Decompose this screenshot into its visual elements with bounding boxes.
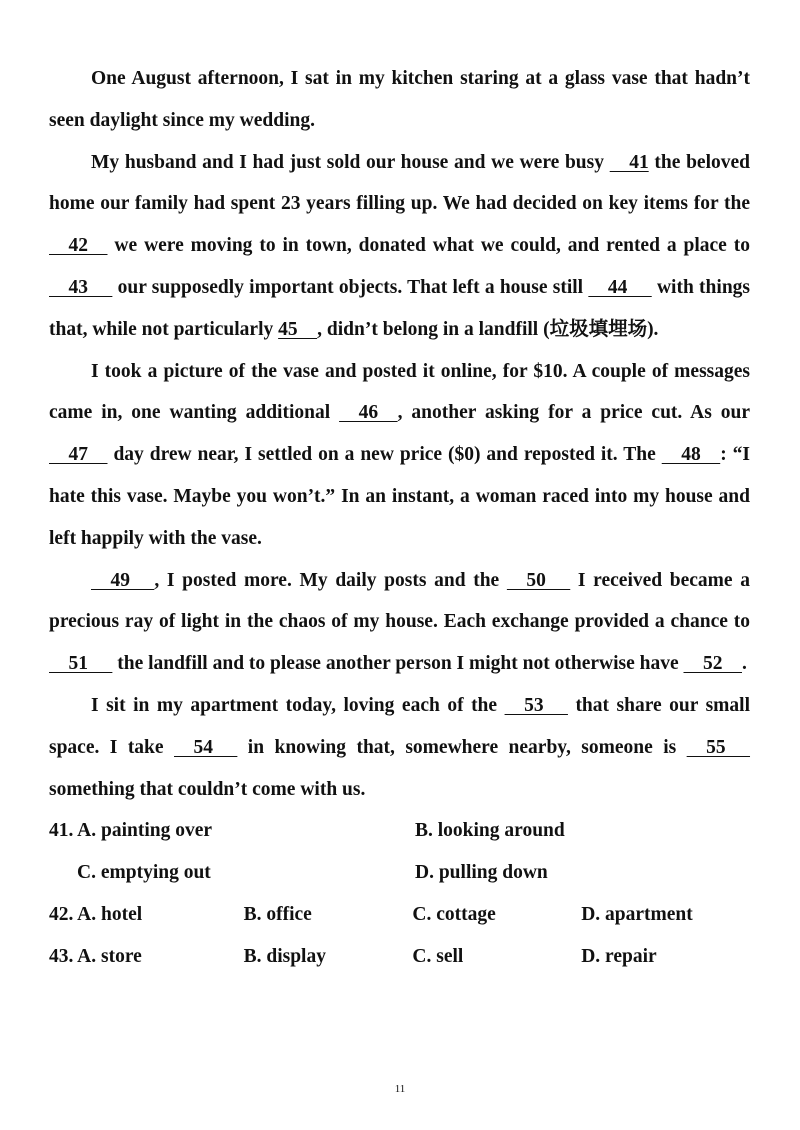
option-41-c: C. emptying out — [77, 862, 211, 884]
blank-48: 48 — [661, 444, 721, 466]
blank-54: 54 — [174, 736, 238, 758]
blank-43: 43 — [49, 276, 113, 298]
blank-49: 49 — [91, 569, 155, 591]
paragraph-text: the beloved home our family had spent 23 years filling up. We had decided on key items for the — [49, 151, 750, 215]
paragraph-text: My husband and I had just sold our house and we were busy — [91, 151, 610, 173]
blank-50: 50 — [506, 569, 571, 591]
blank-52: 52 — [683, 653, 742, 675]
option-42-a: 42. A. hotel — [49, 903, 143, 925]
paragraph-text: I sit in my apartment today, loving each of the — [91, 694, 505, 716]
option-41-d: D. pulling down — [415, 862, 548, 884]
blank-55: 55 — [686, 736, 751, 758]
paragraph-text: , didn’t belong in a landfill (垃圾填埋场). — [317, 318, 659, 340]
question-41-row-2 — [49, 852, 750, 894]
paragraph-text: One August afternoon, I sat in my kitchen staring at a glass vase that hadn’t seen daylight since my wedding. — [49, 68, 750, 131]
answer-options — [49, 810, 750, 977]
blank-41: 41 — [609, 151, 649, 173]
option-42-b: B. office — [243, 903, 312, 925]
paragraph-4 — [49, 560, 750, 685]
blank-42: 42 — [49, 235, 108, 257]
paragraph-text: I took a picture of the vase and posted it online, for $10. A couple of messages came in, one wanting additional — [49, 360, 750, 424]
paragraph-text: I received became a precious ray of light in the chaos of my house. Each exchange provided a chance to — [49, 569, 750, 633]
paragraph-text: with things that, while not particularly — [49, 276, 750, 340]
paragraph-text: , another asking for a price cut. As our — [397, 402, 750, 424]
paragraph-text: , I posted more. My daily posts and the — [154, 569, 507, 591]
blank-46: 46 — [339, 402, 398, 424]
paragraph-3 — [49, 351, 750, 560]
option-41-a: 41. A. painting over — [49, 820, 213, 842]
blank-53: 53 — [504, 694, 568, 716]
paragraph-text: . — [742, 653, 747, 675]
option-41-b: B. looking around — [415, 820, 565, 842]
paragraph-text: we were moving to in town, donated what we could, and rented a place to — [107, 235, 750, 257]
paragraph-text: our supposedly important objects. That left a house still — [112, 276, 589, 298]
paragraph-text: in knowing that, somewhere nearby, someone is — [237, 736, 687, 758]
option-42-c: C. cottage — [412, 903, 496, 925]
paragraph-text: that share our small space. I take — [49, 694, 750, 758]
question-41-row-1 — [49, 810, 750, 852]
paragraph-5 — [49, 685, 750, 810]
page-number: 11 — [394, 1083, 406, 1095]
paragraph-2 — [49, 142, 750, 351]
blank-51: 51 — [49, 653, 113, 675]
question-42-row — [49, 894, 750, 936]
blank-47: 47 — [49, 444, 108, 466]
cloze-passage — [49, 58, 750, 810]
blank-44: 44 — [588, 276, 652, 298]
paragraph-text: : “I hate this vase. Maybe you won’t.” In an instant, a woman raced into my house and left happily with the vase. — [49, 444, 750, 549]
paragraph-text: something that couldn’t come with us. — [49, 778, 366, 800]
option-43-d: D. repair — [581, 945, 657, 967]
paragraph-text: the landfill and to please another person I might not otherwise have — [112, 653, 684, 675]
paragraph-1 — [49, 58, 750, 142]
paragraph-text: day drew near, I settled on a new price ($0) and reposted it. The — [107, 444, 662, 466]
option-43-a: 43. A. store — [49, 945, 142, 967]
question-43-row — [49, 936, 750, 978]
option-43-b: B. display — [243, 945, 326, 967]
option-42-d: D. apartment — [581, 903, 693, 925]
blank-45: 45 — [278, 318, 318, 340]
option-43-c: C. sell — [412, 945, 464, 967]
